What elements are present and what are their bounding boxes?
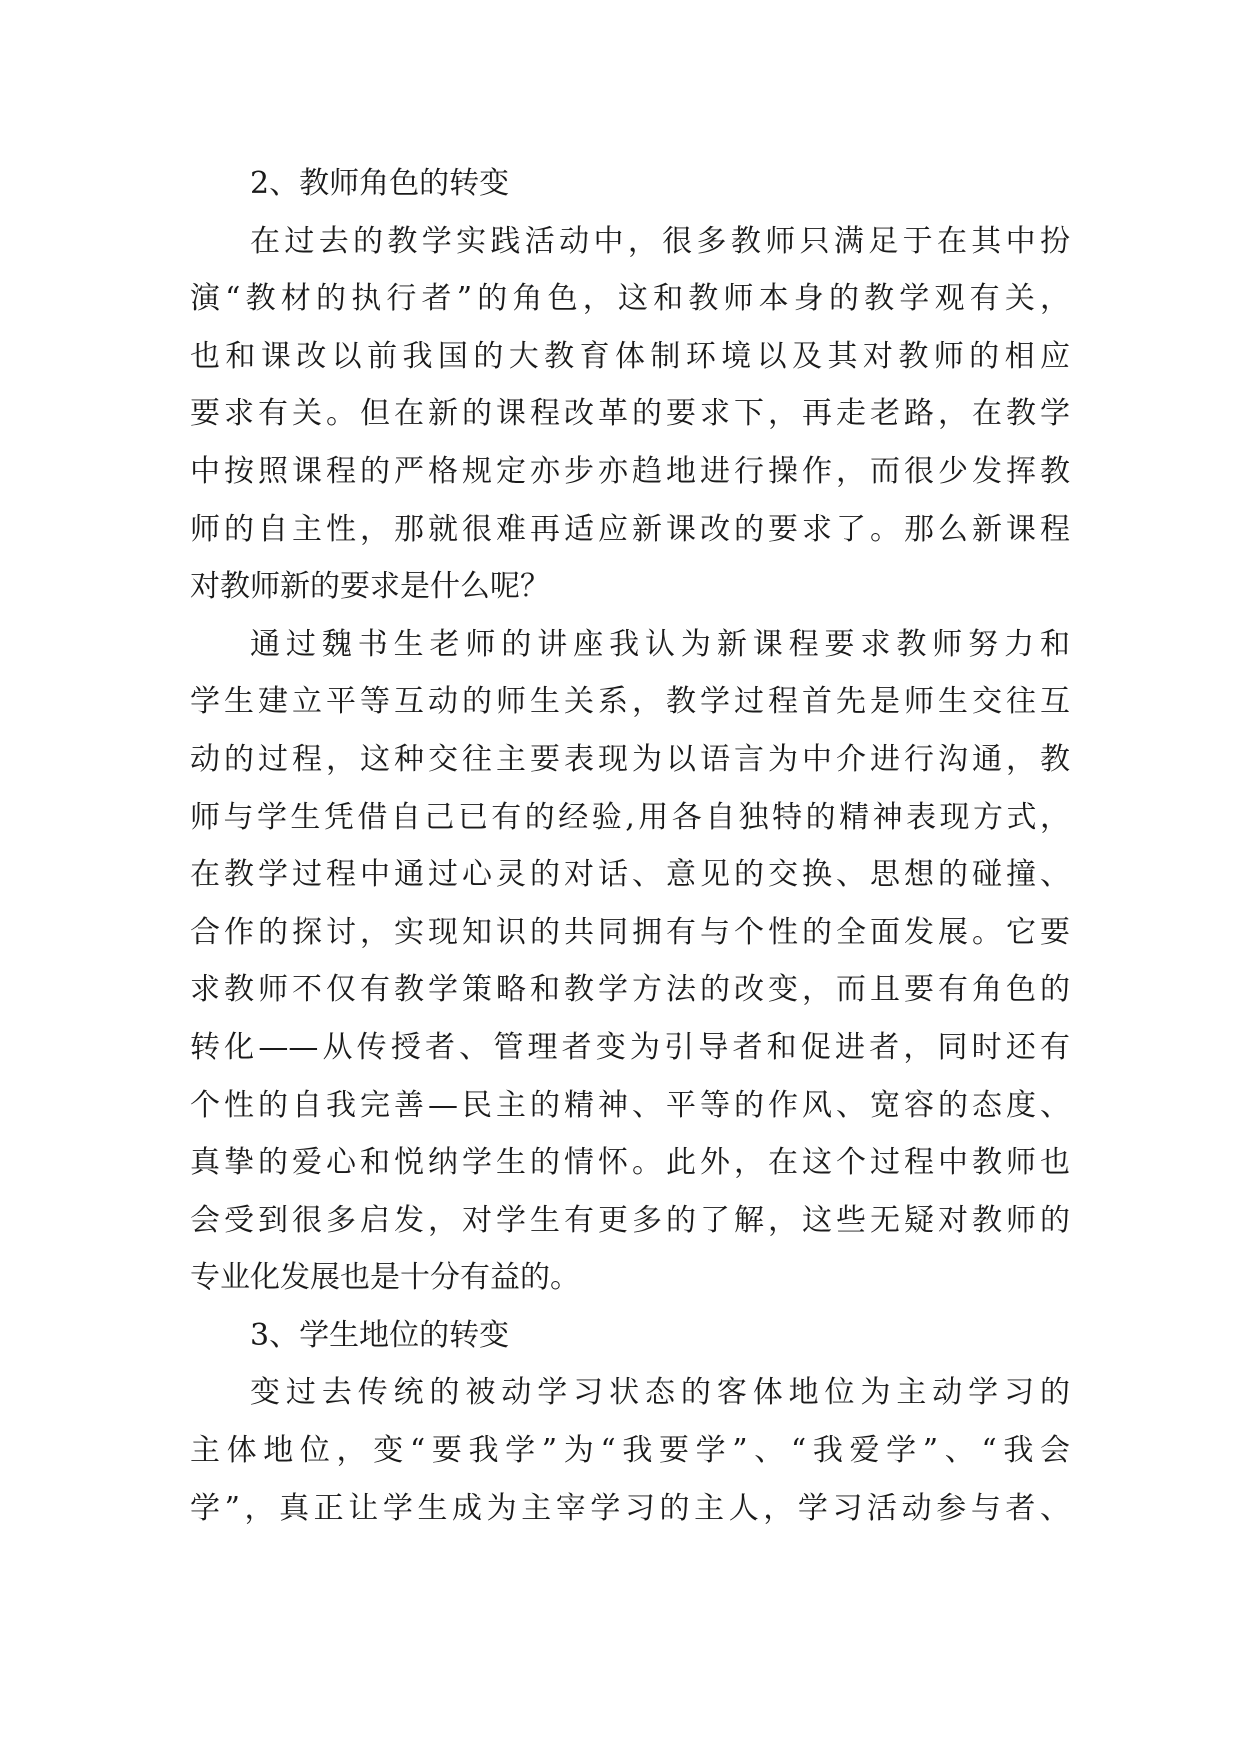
paragraph-line: 对教师新的要求是什么呢？: [190, 569, 550, 605]
document-body: [190, 155, 1070, 1537]
paragraph-line: 动的过程，这种交往主要表现为以语言为中介进行沟通，教: [190, 741, 1070, 777]
paragraph-line: 学生建立平等互动的师生关系，教学过程首先是师生交往互: [190, 684, 1070, 720]
paragraph-line: 转化——从传授者、管理者变为引导者和促进者，同时还有: [190, 1029, 1070, 1065]
paragraph-line: 师的自主性，那就很难再适应新课改的要求了。那么新课程: [190, 511, 1070, 547]
paragraph-line: 合作的探讨，实现知识的共同拥有与个性的全面发展。它要: [190, 914, 1070, 950]
section-heading-teacher-role: 2、教师角色的转变: [250, 166, 510, 201]
paragraph-line: 学”，真正让学生成为主宰学习的主人，学习活动参与者、: [190, 1490, 1070, 1526]
paragraph-line: 演“教材的执行者”的角色，这和教师本身的教学观有关，: [190, 281, 1070, 317]
section-heading-student-status: 3、学生地位的转变: [250, 1317, 510, 1353]
paragraph-line: 变过去传统的被动学习状态的客体地位为主动学习的: [250, 1375, 1070, 1411]
paragraph-line: 个性的自我完善—民主的精神、平等的作风、宽容的态度、: [190, 1087, 1070, 1123]
paragraph-line: 求教师不仅有教学策略和教学方法的改变，而且要有角色的: [190, 972, 1070, 1008]
paragraph-line: 真挚的爱心和悦纳学生的情怀。此外，在这个过程中教师也: [190, 1145, 1070, 1181]
paragraph-line: 通过魏书生老师的讲座我认为新课程要求教师努力和: [250, 626, 1070, 662]
paragraph-line: 师与学生凭借自己已有的经验,用各自独特的精神表现方式，: [190, 799, 1070, 835]
paragraph-line: 中按照课程的严格规定亦步亦趋地进行操作，而很少发挥教: [190, 453, 1070, 489]
paragraph-line: 会受到很多启发，对学生有更多的了解，这些无疑对教师的: [190, 1202, 1070, 1238]
paragraph-line: 主体地位，变“要我学”为“我要学”、“我爱学”、“我会: [190, 1433, 1070, 1469]
paragraph-line: 要求有关。但在新的课程改革的要求下，再走老路，在教学: [190, 396, 1070, 432]
paragraph-line: 也和课改以前我国的大教育体制环境以及其对教师的相应: [190, 338, 1070, 374]
paragraph-line: 在教学过程中通过心灵的对话、意见的交换、思想的碰撞、: [190, 857, 1070, 893]
paragraph-line: 在过去的教学实践活动中，很多教师只满足于在其中扮: [250, 223, 1070, 259]
paragraph-line: 专业化发展也是十分有益的。: [190, 1260, 580, 1296]
